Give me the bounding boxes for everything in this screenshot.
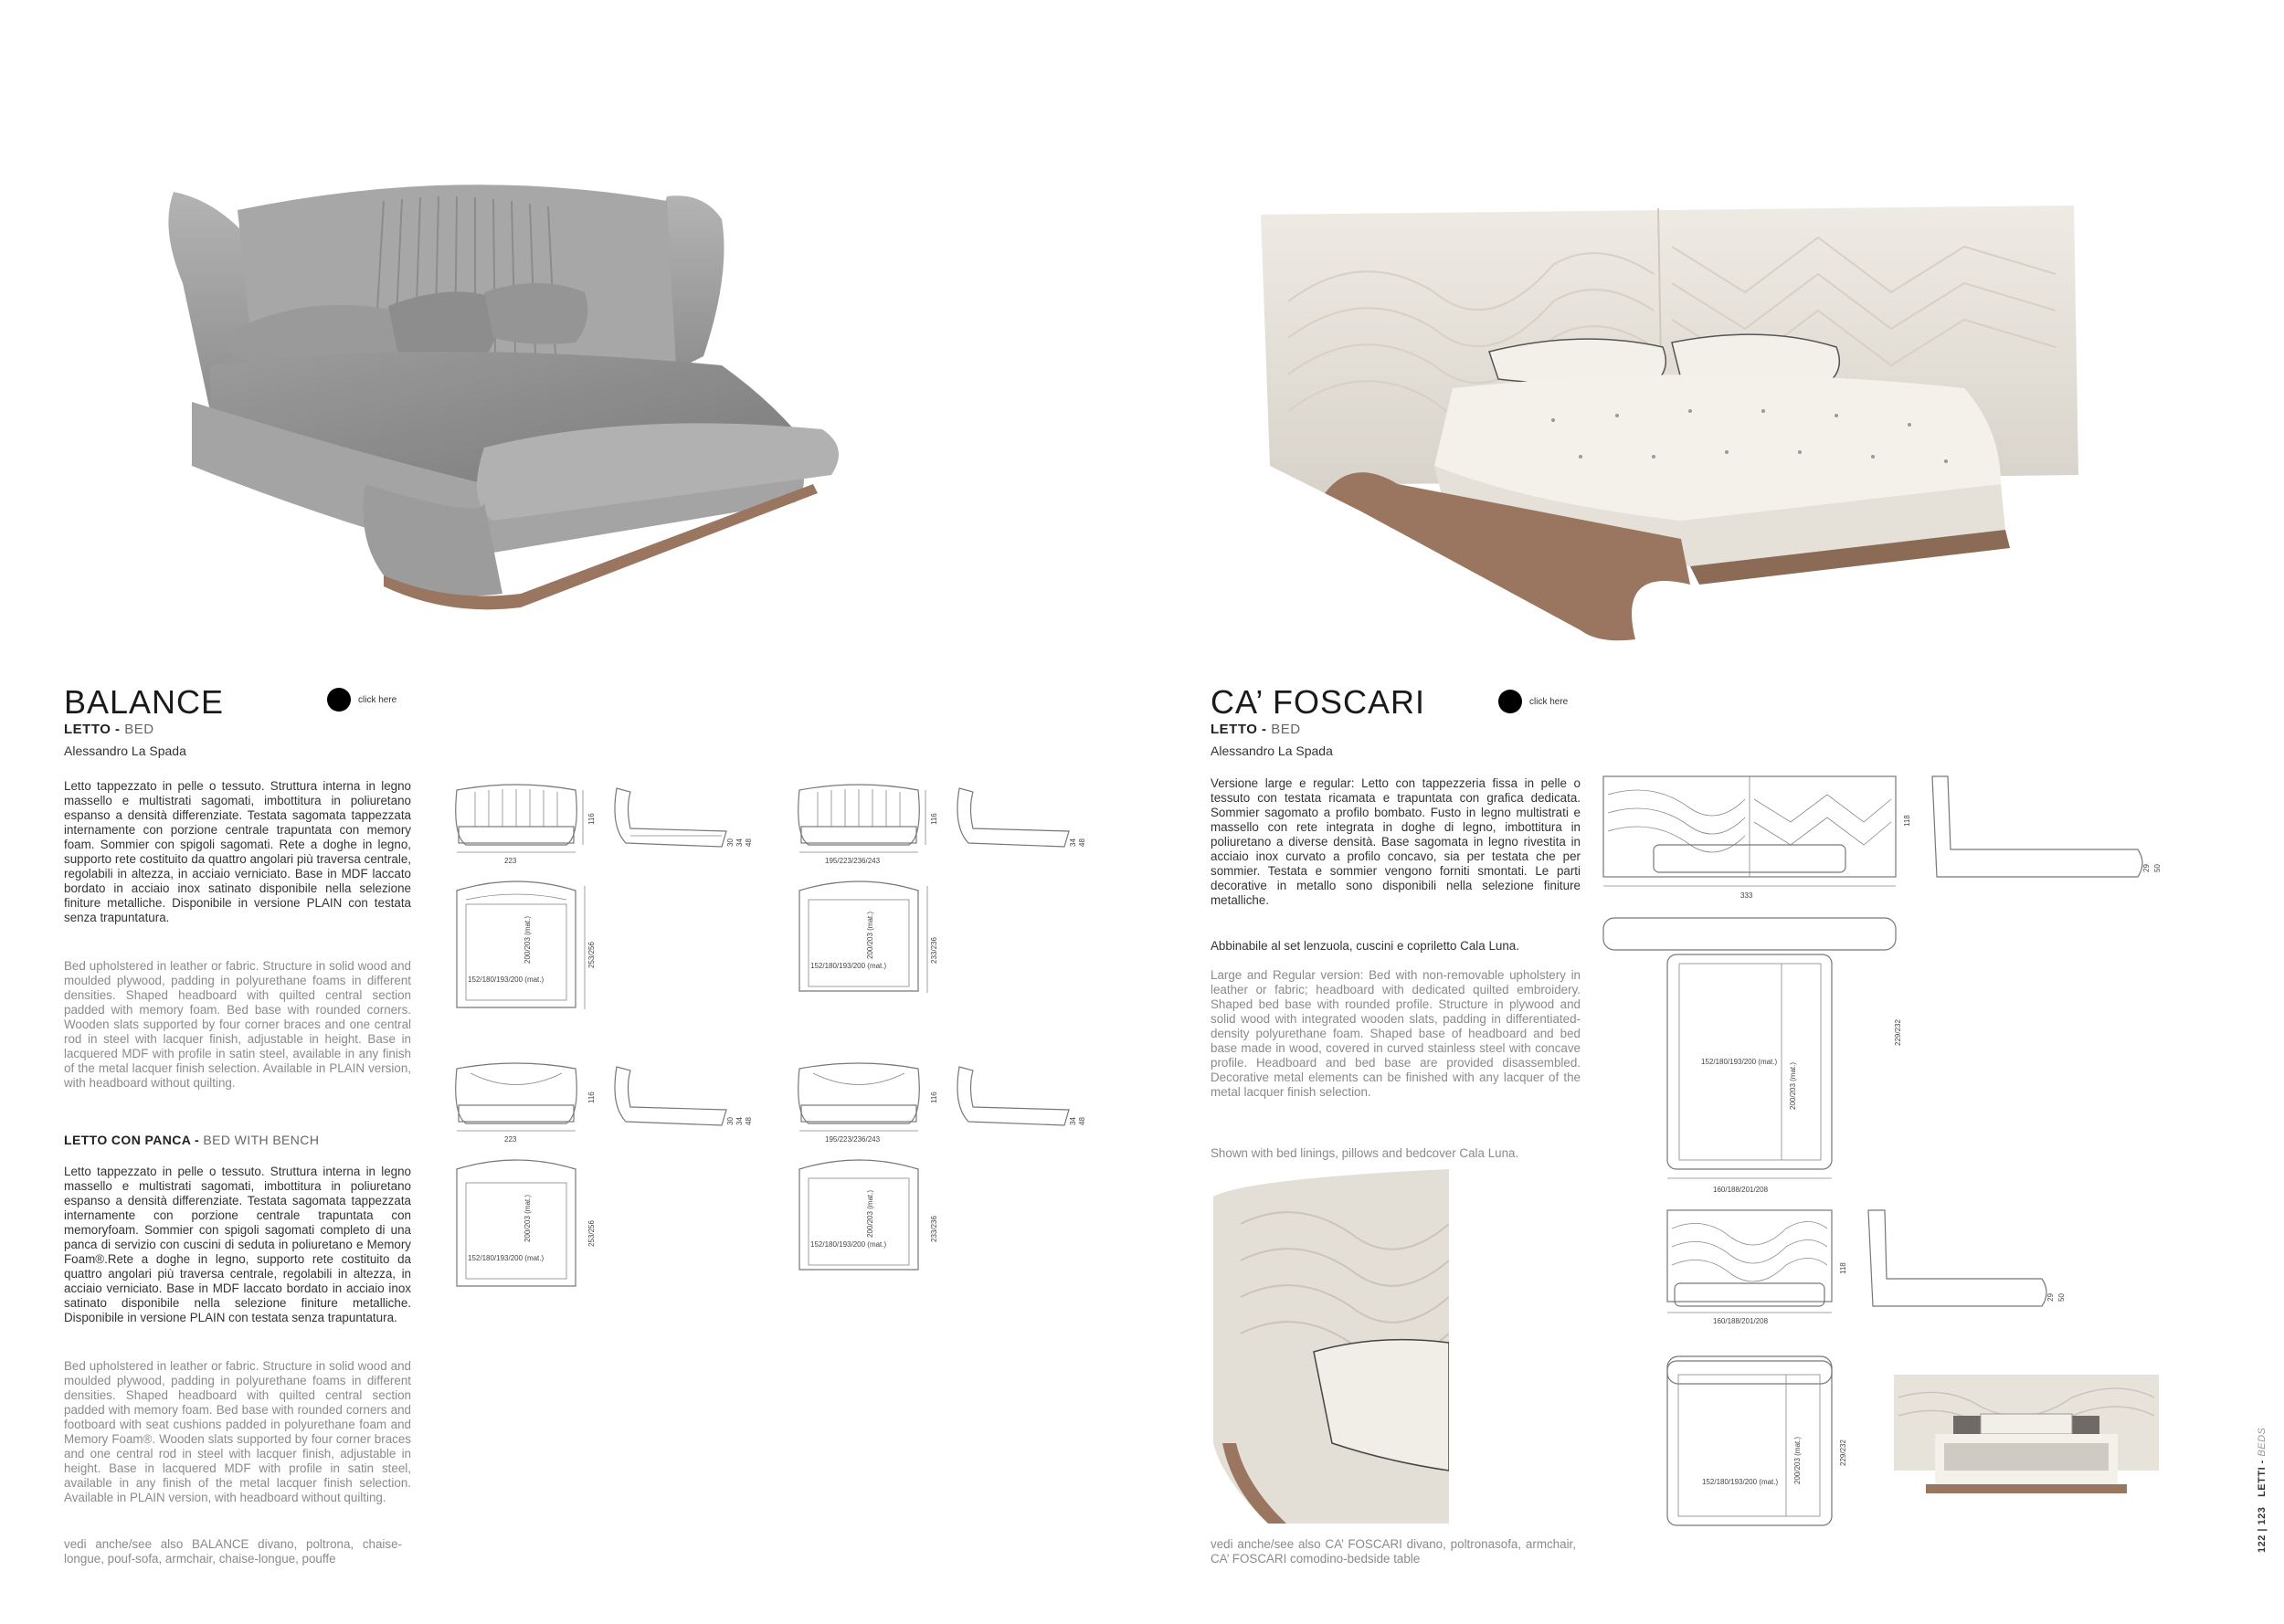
balance-click-label: click here	[358, 694, 397, 705]
balance-designer: Alessandro La Spada	[64, 743, 186, 758]
balance-side-view-a	[615, 788, 753, 847]
foscari-see-also: vedi anche/see also CA’ FOSCARI divano, poltronasofa, armchair, CA’ FOSCARI comodino-bedside table	[1211, 1537, 1576, 1566]
dim-h-a: 116	[587, 813, 596, 825]
balance-bench-title	[64, 1133, 319, 1147]
foscari-large-plan-view	[1603, 918, 1902, 1194]
balance-front-view-d	[798, 1063, 1086, 1270]
dim-len2-d: 233/236	[930, 1216, 938, 1242]
foscari-combo-en: Shown with bed linings, pillows and bedcover Cala Luna.	[1211, 1146, 1519, 1160]
balance-click-link[interactable]	[327, 688, 397, 712]
dim-len1-c: 253/256	[587, 1220, 596, 1247]
foscari-click-link[interactable]	[1498, 690, 1568, 713]
balance-type	[64, 722, 154, 737]
dim-mat-b: 200/203 (mat.)	[866, 911, 874, 959]
dim-mat-c: 200/203 (mat.)	[523, 1194, 532, 1242]
foscari-desc-it: Versione large e regular: Letto con tappezzeria fissa in pelle o tessuto con testata ricamata e trapuntata con grafica dedicata. Sommier sagomato a profilo bombato. Fusto in legno multistrati e massello con rete integrata in doghe di legno, imbottitura in poliuretano a diverse densità. Base sagomata in legno rivestita in acciaio inox curvato a profilo concavo, sia per testata che per sommier. Testata e sommier vengono forniti smontati. Le parti decorative in metallo sono disponibili nella selezione finiture metalliche.	[1211, 776, 1581, 907]
foscari-desc-en: Large and Regular version: Bed with non-removable upholstery in leather or fabric; headboard with dedicated quilted embroidery. Shaped bed base with rounded profile. Structure in plywood and solid wood with integrated wooden slats, padding in differentiated-density polyurethane foam. Shaped base of headboard and bed base made in wood, covered in curved stainless steel with concave profile. Headboard and bed base are provided disassembled. Decorative metal elements can be finished with any lacquer of the metal lacquer finish selection.	[1211, 968, 1581, 1099]
dim-s3-b: 48	[1078, 838, 1086, 847]
dim-matw-b: 152/180/193/200 (mat.)	[810, 962, 887, 970]
balance-front-view-a	[456, 785, 596, 865]
foscari-type-it: LETTO -	[1211, 722, 1272, 737]
folio-section-en: BEDS	[2257, 1427, 2268, 1457]
play-dot-icon	[327, 688, 351, 712]
dim-s2-reg: 50	[2057, 1293, 2066, 1302]
dim-w1-c: 223	[504, 1135, 517, 1144]
dim-h-reg: 118	[1839, 1262, 1847, 1274]
page-folio	[2257, 1428, 2268, 1553]
foscari-regular-front-view	[1667, 1210, 2066, 1325]
foscari-regular-plan-view	[1667, 1356, 1847, 1525]
foscari-combo-it: Abbinabile al set lenzuola, cuscini e copriletto Cala Luna.	[1211, 939, 1519, 953]
balance-see-also: vedi anche/see also BALANCE divano, poltrona, chaise-longue, pouf-sofa, armchair, chaise-longue, pouffe	[64, 1537, 402, 1566]
balance-type-it: LETTO -	[64, 722, 125, 737]
foscari-title: CA’ FOSCARI	[1211, 683, 1426, 721]
balance-front-view-b	[798, 785, 1086, 993]
dim-len-large: 229/232	[1894, 1019, 1902, 1046]
bench-title-en: BED WITH BENCH	[203, 1133, 320, 1147]
dim-s1-c: 30	[726, 1117, 735, 1125]
dim-h-c: 116	[587, 1091, 596, 1103]
dim-mat-d: 200/203 (mat.)	[866, 1189, 874, 1238]
dim-mat-large: 200/203 (mat.)	[1789, 1061, 1797, 1110]
foscari-type	[1211, 722, 1301, 737]
dim-s2-large: 50	[2153, 864, 2162, 872]
play-dot-icon	[1498, 690, 1522, 713]
foscari-large-front-view	[1603, 776, 2162, 900]
balance-bed-photo	[155, 174, 978, 667]
dim-s2-a: 34	[735, 838, 744, 847]
dim-s2-b: 34	[1069, 838, 1077, 847]
foscari-regular-photo	[1889, 1370, 2163, 1512]
folio-section-it: LETTI -	[2257, 1456, 2268, 1497]
balance-type-en: BED	[124, 722, 154, 737]
dim-h-d: 116	[930, 1091, 938, 1103]
dim-wlarge: 333	[1740, 891, 1753, 900]
dim-h-b: 116	[930, 813, 938, 825]
balance-title: BALANCE	[64, 683, 225, 721]
dim-w2-d: 195/223/236/243	[825, 1135, 881, 1144]
dim-s2-d: 34	[1069, 1117, 1077, 1125]
folio-pages: 122 | 123	[2257, 1506, 2268, 1553]
dim-matw-reg: 152/180/193/200 (mat.)	[1702, 1478, 1779, 1486]
balance-tech-drawings	[448, 781, 1124, 1292]
foscari-detail-photo	[1213, 1169, 1449, 1524]
dim-s3-c: 48	[745, 1117, 753, 1125]
dim-matw-large: 152/180/193/200 (mat.)	[1701, 1058, 1778, 1066]
dim-s3-d: 48	[1078, 1117, 1086, 1125]
dim-s2-c: 34	[735, 1117, 744, 1125]
dim-matw-d: 152/180/193/200 (mat.)	[810, 1240, 887, 1249]
balance-desc-en: Bed upholstered in leather or fabric. Structure in solid wood and moulded plywood, padding in polyurethane foams in different densities. Shaped headboard with quilted central section padded with memory foam. Bed base with rounded corners. Wooden slats supported by four corner braces and one central rod in steel with lacquer finish, adjustable in height. Base in lacquered MDF with profile in satin steel, available in any finish of the metal lacquer finish selection. Available in PLAIN version, with headboard without quilting.	[64, 959, 411, 1090]
dim-w2-b: 195/223/236/243	[825, 857, 881, 865]
dim-wreg-front: 160/188/201/208	[1713, 1317, 1769, 1325]
balance-plan-view-a	[457, 881, 596, 1009]
dim-s3-a: 48	[745, 838, 753, 847]
dim-matw-a: 152/180/193/200 (mat.)	[468, 975, 545, 984]
dim-mat-reg: 200/203 (mat.)	[1793, 1436, 1802, 1484]
dim-s1-reg: 29	[2046, 1293, 2055, 1302]
balance-bench-en: Bed upholstered in leather or fabric. Structure in solid wood and moulded plywood, padding in polyurethane foams in different densities. Shaped headboard with quilted central section padded with memory foam. Bed base with rounded corners and footboard with seat cushions padded in polyurethane foam and Memory Foam®. Wooden slats supported by four corner braces and one central rod in steel with lacquer finish, adjustable in height. Base in lacquered MDF with profile in satin steel, available in any finish of the metal lacquer finish selection. Available in PLAIN version, with headboard without quilting.	[64, 1359, 411, 1504]
balance-desc-it: Letto tappezzato in pelle o tessuto. Struttura interna in legno massello e multistrati sagomati, imbottitura in poliuretano espanso a densità differenziate. Testata sagomata tappezzata internamente con porzione centrale trapuntata con memory foam. Sommier con spigoli sagomati. Rete a doghe in legno, supporto rete costituito da quattro angolari più traversa centrale, regolabili in altezza, in acciaio verniciato. Base in MDF laccato bordato in acciaio inox satinato disponibile nella selezione finiture metalliche. Disponibile in versione PLAIN con testata senza trapuntatura.	[64, 779, 411, 924]
dim-h-large: 118	[1903, 815, 1911, 827]
dim-s1-a: 30	[726, 838, 735, 847]
balance-bench-it: Letto tappezzato in pelle o tessuto. Struttura interna in legno massello e multistrati sagomati, imbottitura in poliuretano espanso a densità differenziate. Testata sagomata tappezzata internamente con porzione centrale trapuntata con memoryfoam. Sommier con spigoli sagomati completo di una panca di servizio con cuscini di seduta in poliuretano e Memory Foam®.Rete a doghe in legno, supporto rete costituito da quattro angolari più traversa centrale, regolabili in altezza, in acciaio verniciato. Base in MDF laccato bordato in acciaio inox satinato disponibile nella selezione finiture metalliche. Disponibile in versione PLAIN con testata senza trapuntatura.	[64, 1165, 411, 1324]
balance-front-view-c	[456, 1063, 753, 1286]
foscari-click-label: click here	[1529, 696, 1569, 707]
dim-mat-a: 200/203 (mat.)	[523, 915, 532, 964]
dim-wreg-large: 160/188/201/208	[1713, 1186, 1769, 1194]
foscari-bed-photo	[1252, 192, 2202, 658]
dim-matw-c: 152/180/193/200 (mat.)	[468, 1254, 545, 1262]
foscari-designer: Alessandro La Spada	[1211, 743, 1333, 758]
bench-title-it: LETTO CON PANCA -	[64, 1133, 204, 1147]
foscari-type-en: BED	[1271, 722, 1301, 737]
dim-len-reg: 229/232	[1839, 1439, 1847, 1466]
dim-w1-a: 223	[504, 857, 517, 865]
dim-len1-a: 253/256	[587, 942, 596, 968]
dim-s1-large: 29	[2142, 864, 2151, 872]
dim-len2-b: 233/236	[930, 937, 938, 964]
